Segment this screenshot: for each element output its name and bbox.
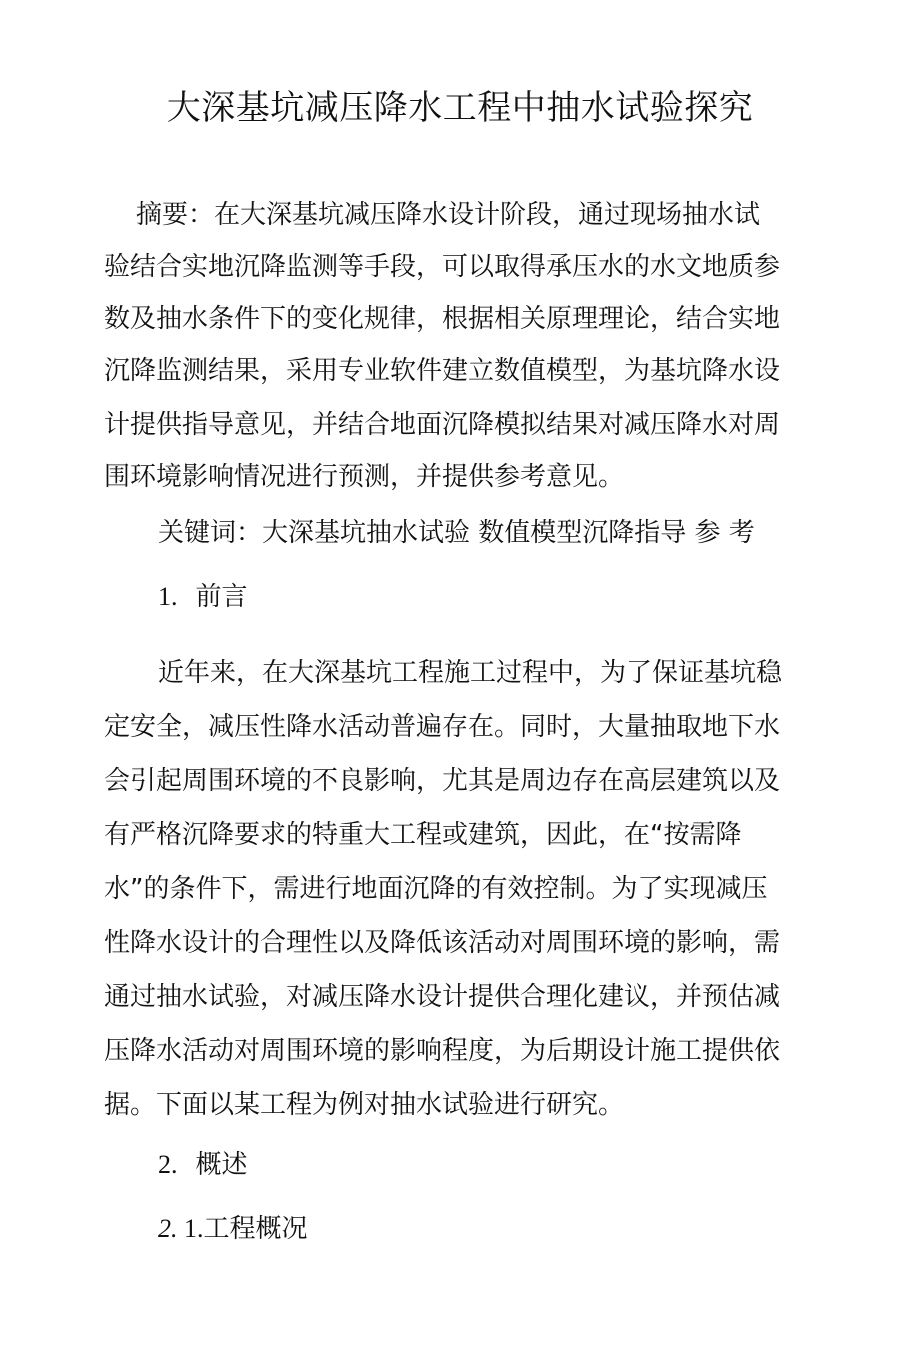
paragraph-line: 据。下面以某工程为例对抽水试验进行研究。 — [104, 1090, 625, 1120]
section-heading-preface — [158, 580, 248, 614]
section-title: 前言 — [195, 582, 248, 612]
document-title: 大深基坑减压降水工程中抽水试验探究 — [166, 88, 754, 128]
section-heading-overview — [158, 1148, 248, 1182]
subsection-heading-project — [158, 1212, 308, 1246]
section-number: 2. — [158, 1150, 178, 1179]
abstract-line: 沉降监测结果，采用专业软件建立数值模型，为基坑降水设 — [104, 356, 781, 386]
subsection-number-minor: 1. — [177, 1214, 204, 1243]
abstract-line: 摘要：在大深基坑减压降水设计阶段，通过现场抽水试 — [136, 200, 761, 230]
abstract-line: 验结合实地沉降监测等手段，可以取得承压水的水文地质参 — [104, 252, 781, 282]
abstract-line: 围环境影响情况进行预测，并提供参考意见。 — [104, 462, 625, 492]
paragraph-line: 压降水活动对周围环境的影响程度，为后期设计施工提供依 — [104, 1036, 781, 1066]
keywords-line: 关键词：大深基坑抽水试验 数值模型沉降指导 参 考 — [158, 518, 755, 548]
abstract-line: 数及抽水条件下的变化规律，根据相关原理理论，结合实地 — [104, 304, 781, 334]
section-title: 概述 — [195, 1150, 248, 1180]
paragraph-line: 会引起周围环境的不良影响，尤其是周边存在高层建筑以及 — [104, 766, 781, 796]
paragraph-line: 近年来，在大深基坑工程施工过程中，为了保证基坑稳 — [158, 658, 783, 688]
paragraph-line: 性降水设计的合理性以及降低该活动对周围环境的影响，需 — [104, 928, 781, 958]
section-number: 1. — [158, 582, 178, 611]
subsection-number-major: 2. — [158, 1214, 178, 1243]
paragraph-line: 定安全，减压性降水活动普遍存在。同时，大量抽取地下水 — [104, 712, 781, 742]
abstract-line: 计提供指导意见，并结合地面沉降模拟结果对减压降水对周 — [104, 410, 781, 440]
paragraph-line: 水”的条件下，需进行地面沉降的有效控制。为了实现减压 — [104, 874, 768, 904]
paragraph-line: 通过抽水试验，对减压降水设计提供合理化建议，并预估减 — [104, 982, 781, 1012]
paragraph-line: 有严格沉降要求的特重大工程或建筑，因此，在“按需降 — [104, 820, 742, 850]
subsection-title: 工程概况 — [203, 1214, 308, 1244]
